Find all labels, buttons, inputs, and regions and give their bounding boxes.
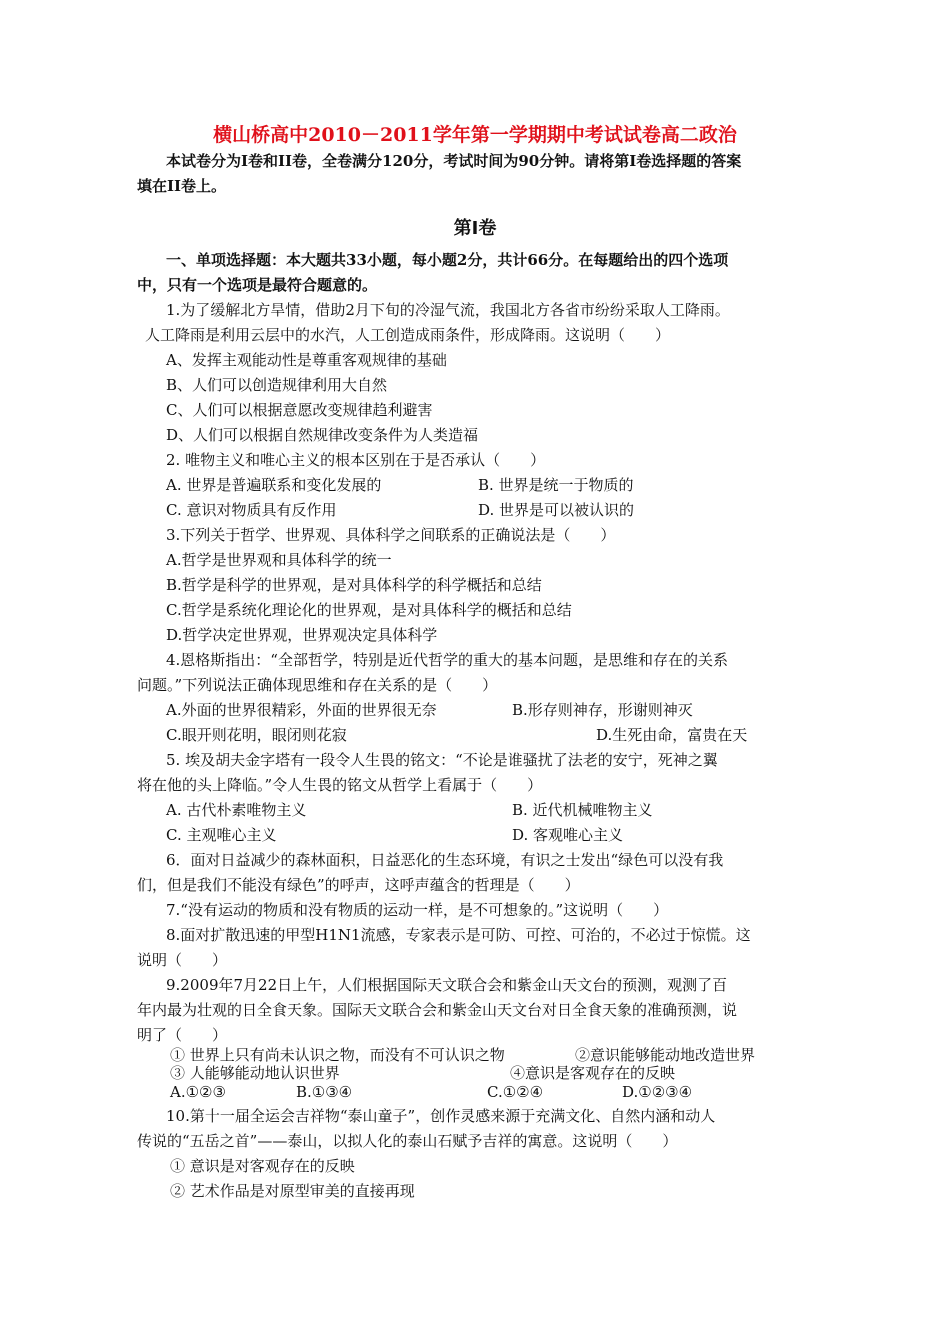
question-5-option-b: B. 近代机械唯物主义 bbox=[512, 801, 653, 819]
question-2-stem: 2. 唯物主义和唯心主义的根本区别在于是否承认（ ） bbox=[166, 451, 546, 469]
question-5-option-d: D. 客观唯心主义 bbox=[512, 826, 624, 844]
question-1-option-b: B、人们可以创造规律利用大自然 bbox=[166, 376, 388, 394]
section-title: 第Ⅰ卷 bbox=[453, 218, 497, 238]
question-3-option-a: A.哲学是世界观和具体科学的统一 bbox=[166, 551, 392, 569]
question-3-option-c: C.哲学是系统化理论化的世界观，是对具体科学的概括和总结 bbox=[166, 601, 572, 619]
question-5-stem-2: 将在他的头上降临。”令人生畏的铭文从哲学上看属于（ ） bbox=[137, 776, 543, 794]
question-4-option-a: A.外面的世界很精彩，外面的世界很无奈 bbox=[166, 701, 437, 719]
question-9-option-a: A.①②③ bbox=[170, 1083, 226, 1101]
question-8-stem-1: 8.面对扩散迅速的甲型H1N1流感，专家表示是可防、可控、可治的，不必过于惊慌。这 bbox=[166, 926, 751, 944]
question-2-option-d: D. 世界是可以被认识的 bbox=[478, 501, 635, 519]
question-1-stem-1: 1.为了缓解北方旱情，借助2月下旬的冷湿气流，我国北方各省市纷纷采取人工降雨。 bbox=[166, 301, 730, 319]
question-2-option-a: A. 世界是普遍联系和变化发展的 bbox=[166, 476, 382, 494]
question-6-stem-2: 们，但是我们不能没有绿色”的呼声，这呼声蕴含的哲理是（ ） bbox=[137, 876, 580, 894]
question-9-statement-2: ②意识能够能动地改造世界 bbox=[575, 1046, 756, 1064]
question-10-statement-1: ① 意识是对客观存在的反映 bbox=[170, 1157, 355, 1175]
question-9-stem-1: 9.2009年7月22日上午，人们根据国际天文联合会和紫金山天文台的预测，观测了百 bbox=[166, 976, 728, 994]
question-3-option-d: D.哲学决定世界观，世界观决定具体科学 bbox=[166, 626, 438, 644]
question-10-stem-2: 传说的“五岳之首”——泰山，以拟人化的泰山石赋予吉祥的寓意。这说明（ ） bbox=[137, 1132, 678, 1150]
question-9-option-c: C.①②④ bbox=[487, 1083, 544, 1101]
question-10-stem-1: 10.第十一届全运会吉祥物“泰山童子”，创作灵感来源于充满文化、自然内涵和动人 bbox=[166, 1107, 716, 1125]
question-10-statement-2: ② 艺术作品是对原型审美的直接再现 bbox=[170, 1182, 415, 1200]
question-9-option-b: B.①③④ bbox=[296, 1083, 353, 1101]
question-4-option-b: B.形存则神存，形谢则神灭 bbox=[512, 701, 693, 719]
question-3-stem: 3.下列关于哲学、世界观、具体科学之间联系的正确说法是（ ） bbox=[166, 526, 616, 544]
question-4-option-c: C.眼开则花明，眼闭则花寂 bbox=[166, 726, 347, 744]
question-1-option-c: C、人们可以根据意愿改变规律趋利避害 bbox=[166, 401, 433, 419]
question-1-option-a: A、发挥主观能动性是尊重客观规律的基础 bbox=[166, 351, 447, 369]
part-one-instruction-2: 中，只有一个选项是最符合题意的。 bbox=[137, 276, 378, 294]
question-5-option-a: A. 古代朴素唯物主义 bbox=[166, 801, 307, 819]
question-9-option-d: D.①②③④ bbox=[622, 1083, 693, 1101]
part-one-instruction-1: 一、单项选择题：本大题共33小题，每小题2分，共计66分。在每题给出的四个选项 bbox=[166, 251, 729, 269]
question-9-stem-3: 明了（ ） bbox=[137, 1026, 228, 1044]
intro-line-1: 本试卷分为I卷和II卷，全卷满分120分，考试时间为90分钟。请将第I卷选择题的答案 bbox=[166, 152, 742, 170]
question-4-stem-1: 4.恩格斯指出：“全部哲学，特别是近代哲学的重大的基本问题，是思维和存在的关系 bbox=[166, 651, 728, 669]
question-9-statement-3: ③ 人能够能动地认识世界 bbox=[170, 1064, 340, 1082]
question-9-statement-4: ④意识是客观存在的反映 bbox=[510, 1064, 676, 1082]
exam-title: 横山桥高中2010－2011学年第一学期期中考试试卷高二政治 bbox=[213, 124, 737, 146]
question-8-stem-2: 说明（ ） bbox=[137, 951, 228, 969]
question-5-stem-1: 5. 埃及胡夫金字塔有一段令人生畏的铭文：“不论是谁骚扰了法老的安宁，死神之翼 bbox=[166, 751, 718, 769]
question-9-stem-2: 年内最为壮观的日全食天象。国际天文联合会和紫金山天文台对日全食天象的准确预测，说 bbox=[137, 1001, 738, 1019]
question-7-stem: 7.“没有运动的物质和没有物质的运动一样，是不可想象的。”这说明（ ） bbox=[166, 901, 669, 919]
question-2-option-c: C. 意识对物质具有反作用 bbox=[166, 501, 337, 519]
question-4-option-d: D.生死由命，富贵在天 bbox=[596, 726, 748, 744]
question-5-option-c: C. 主观唯心主义 bbox=[166, 826, 277, 844]
question-1-option-d: D、人们可以根据自然规律改变条件为人类造福 bbox=[166, 426, 479, 444]
question-4-stem-2: 问题。”下列说法正确体现思维和存在关系的是（ ） bbox=[137, 676, 498, 694]
intro-line-2: 填在II卷上。 bbox=[137, 177, 227, 195]
question-9-statement-1: ① 世界上只有尚未认识之物，而没有不可认识之物 bbox=[170, 1046, 505, 1064]
question-1-stem-2: 人工降雨是利用云层中的水汽，人工创造成雨条件，形成降雨。这说明（ ） bbox=[145, 326, 671, 344]
question-6-stem-1: 6．面对日益减少的森林面积，日益恶化的生态环境，有识之士发出“绿色可以没有我 bbox=[166, 851, 724, 869]
question-2-option-b: B. 世界是统一于物质的 bbox=[478, 476, 634, 494]
question-3-option-b: B.哲学是科学的世界观，是对具体科学的科学概括和总结 bbox=[166, 576, 542, 594]
